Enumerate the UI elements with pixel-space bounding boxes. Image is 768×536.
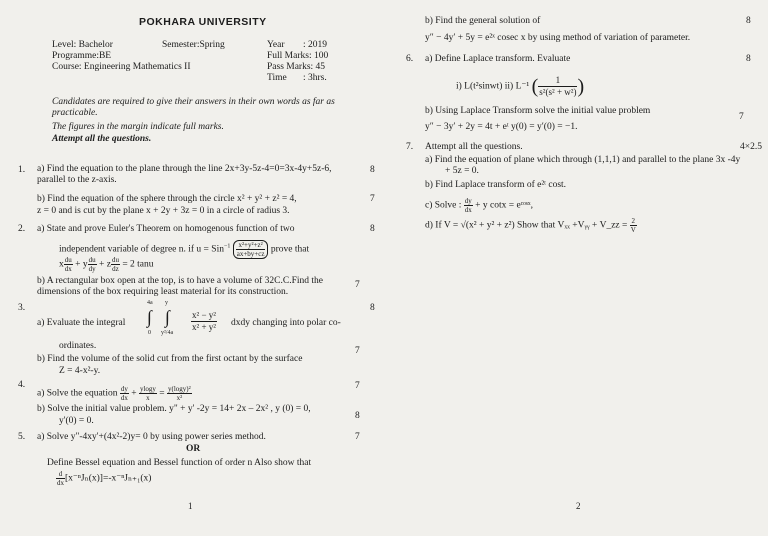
marks: 7 bbox=[370, 194, 375, 204]
marks: 8 bbox=[746, 54, 751, 64]
question-5b-line1: b) Find the general solution of bbox=[425, 16, 541, 26]
page-number: 2 bbox=[576, 501, 581, 511]
level-label: Level: Bachelor bbox=[52, 40, 113, 50]
question-number: 5. bbox=[18, 432, 26, 442]
marks: 8 bbox=[370, 303, 375, 313]
question-7c: c) Solve : $\frac{dy}{dx}$ + y cotx = eᶜᵒˢˣ, bbox=[425, 197, 534, 214]
question-4b-line1: b) Solve the initial value problem. y" + y' -2y = 14+ 2x – 2x² , y (0) = 0, bbox=[37, 404, 311, 414]
question-6b-line2: y″ − 3y′ + 2y = 4t + eᵗ y(0) = y′(0) = −1. bbox=[425, 122, 578, 132]
question-1b-line1: b) Find the equation of the sphere through the circle x² + y² + z² = 4, bbox=[37, 194, 297, 204]
question-1a: a) Find the equation to the plane through the line 2x+3y-5z-4=0=3x-4y+5z-6, parallel to the z-axis. bbox=[37, 164, 332, 185]
programme-label: Programme:BE bbox=[52, 51, 112, 61]
pass-marks: Pass Marks: 45 bbox=[267, 62, 326, 72]
marks: 7 bbox=[739, 112, 744, 122]
marks: 4×2.5 bbox=[740, 142, 762, 152]
instructions-attempt: Attempt all the questions. bbox=[52, 134, 152, 144]
question-number: 7. bbox=[406, 142, 414, 152]
marks: 8 bbox=[355, 411, 360, 421]
question-number: 3. bbox=[18, 303, 26, 313]
question-6a-items: i) L(t²sinwt) ii) L⁻¹ ( $\frac{1}{\text{s²(s² + w²)}}$ ) bbox=[456, 75, 585, 98]
instructions-candidates: Candidates are required to give their answers in their own words as far as practicable. bbox=[52, 97, 335, 118]
marks: 8 bbox=[370, 165, 375, 175]
question-number: 1. bbox=[18, 165, 26, 175]
course-label: Course: Engineering Mathematics II bbox=[52, 62, 191, 72]
question-7d: d) If V = √(x² + y² + z²) Show that Vₓₓ +Vᵧᵧ + V_zz = $\frac{2}{V}$ bbox=[425, 217, 636, 234]
exam-page-right bbox=[384, 0, 768, 536]
marks: 8 bbox=[746, 16, 751, 26]
question-6a: a) Define Laplace transform. Evaluate bbox=[425, 54, 571, 64]
question-5-or-line2: $\frac{d}{dx}$ [x⁻ⁿJₙ(x)]=-x⁻ⁿJₙ₊₁(x) bbox=[57, 470, 152, 487]
question-3b-line2: Z = 4-x²-y. bbox=[59, 366, 101, 376]
full-marks: Full Marks: 100 bbox=[267, 51, 329, 61]
question-number: 6. bbox=[406, 54, 414, 64]
question-3a-tail: dxdy changing into polar co- bbox=[231, 318, 341, 328]
marks: 7 bbox=[355, 381, 360, 391]
question-5b-line2: y″ − 4y′ + 5y = e²ˣ cosec x by using method of variation of parameter. bbox=[425, 33, 691, 43]
question-4b-line2: y'(0) = 0. bbox=[59, 416, 94, 426]
question-2a-line3: x $\frac{du}{dx}$ + y $\frac{du}{dy}$ + z $\frac{du}{dz}$ = 2 tanu bbox=[59, 256, 154, 273]
question-7-intro: Attempt all the questions. bbox=[425, 142, 523, 152]
question-6b-line1: b) Using Laplace Transform solve the initial value problem bbox=[425, 106, 651, 116]
marks: 7 bbox=[355, 346, 360, 356]
instructions-margin: The figures in the margin indicate full marks. bbox=[52, 122, 224, 132]
marks: 7 bbox=[355, 432, 360, 442]
question-number: 2. bbox=[18, 224, 26, 234]
double-integral: 4a ∫ 0 y ∫ y²/4a bbox=[147, 300, 174, 336]
question-3a-cont: ordinates. bbox=[59, 341, 97, 351]
integrand-fraction: $\frac{\text{x² − y²}}{\text{x² + y²}}$ bbox=[192, 310, 216, 332]
or-separator: OR bbox=[186, 444, 201, 454]
question-2a-line2: independent variable of degree n. if u = Sin$^{-1}$ $\frac{\text{x²+y²+z²}}{ax+by+cz}$ prove that bbox=[59, 241, 310, 258]
time-value: : 3hrs. bbox=[303, 73, 327, 83]
page-number: 1 bbox=[188, 501, 193, 511]
question-3a-intro: a) Evaluate the integral bbox=[37, 318, 126, 328]
question-2a-line1: a) State and prove Euler's Theorem on homogenous function of two bbox=[37, 224, 295, 234]
question-5-or-line1: Define Bessel equation and Bessel function of order n Also show that bbox=[47, 458, 312, 468]
semester-label: Semester:Spring bbox=[162, 40, 225, 50]
question-7a: a) Find the equation of plane which through (1,1,1) and parallel to the plane 3x -4y + 5z = 0. bbox=[425, 155, 741, 176]
question-1b-line2: z = 0 and is cut by the plane x + 2y + 3z = 0 in a circle of radius 3. bbox=[37, 206, 290, 216]
question-number: 4. bbox=[18, 380, 26, 390]
marks: 7 bbox=[355, 280, 360, 290]
question-5a: a) Solve y"-4xy'+(4x²-2)y= 0 by using power series method. bbox=[37, 432, 266, 442]
question-7b: b) Find Laplace transform of e²ᵗ cost. bbox=[425, 180, 567, 190]
time-label: Time bbox=[267, 73, 287, 83]
question-3b-line1: b) Find the volume of the solid cut from the first octant by the surface bbox=[37, 354, 303, 364]
university-title: POKHARA UNIVERSITY bbox=[139, 16, 267, 28]
question-4a: a) Solve the equation $\frac{dy}{dx}$ + $\frac{ylogy}{x}$ = $\frac{\text{y(logy)²}}{\text{x²}}$ bbox=[37, 385, 191, 402]
question-2b: b) A rectangular box open at the top, is to have a volume of 32C.C.Find the dimensions of the box requiring least material for its construction. bbox=[37, 276, 324, 297]
marks: 8 bbox=[370, 224, 375, 234]
year-value: : 2019 bbox=[303, 40, 328, 50]
year-label: Year bbox=[267, 40, 285, 50]
